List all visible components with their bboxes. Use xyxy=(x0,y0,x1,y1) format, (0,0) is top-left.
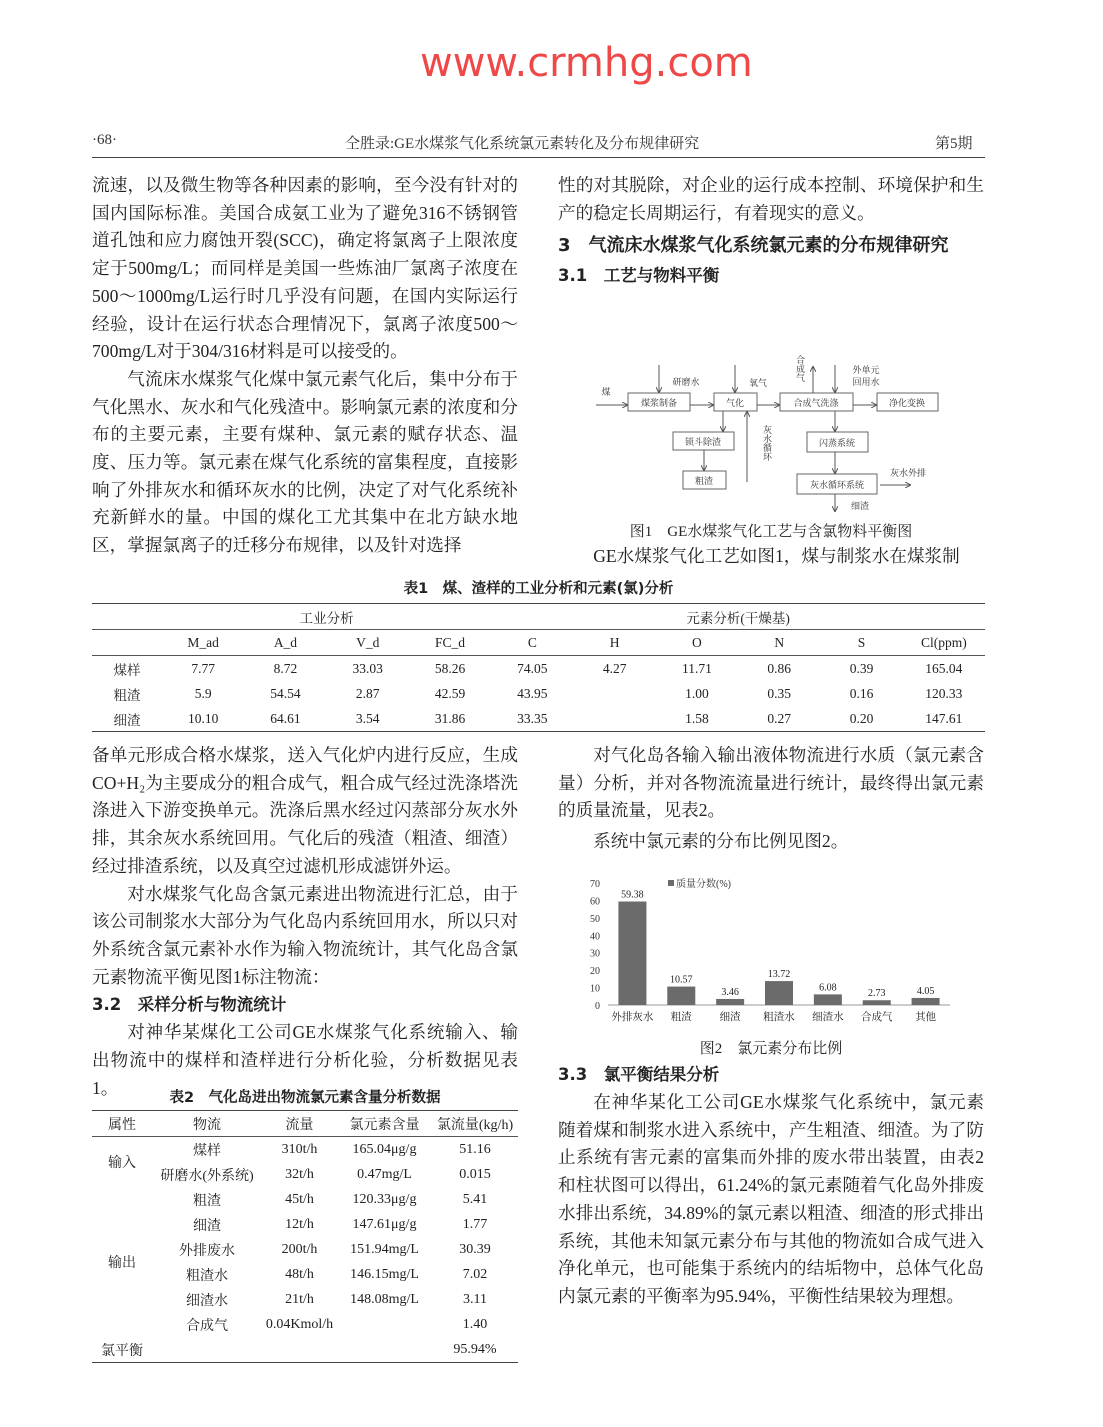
y-tick-label: 60 xyxy=(590,896,600,908)
table-cell: 0.20 xyxy=(849,710,874,726)
bar-粗渣水 xyxy=(765,981,793,1005)
table-cell: 5.9 xyxy=(194,685,212,701)
subsection-heading-3-1: 3.1 工艺与物料平衡 xyxy=(558,266,720,286)
column-header-text: O xyxy=(692,634,702,650)
y-tick-label: 30 xyxy=(590,948,600,960)
table-cell: 0.16 xyxy=(849,685,874,701)
column-header xyxy=(573,630,655,656)
x-tick-label: 细渣水 xyxy=(812,1012,844,1023)
watermark: www.crmhg.com xyxy=(420,40,753,86)
y-tick-label: 10 xyxy=(590,983,600,995)
balance-value: 95.94% xyxy=(453,1341,497,1357)
table-cell: 煤样 xyxy=(193,1143,221,1159)
table-cell xyxy=(573,681,655,706)
box-label: 粗渣 xyxy=(694,476,714,486)
table-cell xyxy=(337,1312,432,1337)
table-row xyxy=(92,681,985,706)
column-header: 物流 xyxy=(152,1111,262,1137)
table-cell: 146.15mg/L xyxy=(350,1266,419,1282)
group-label-output: 输出 xyxy=(108,1256,136,1271)
paragraph: 气流床水煤浆气化煤中氯元素气化后，集中分布于气化黑水、灰水和气化残渣中。影响氯元素的浓度和分布的主要元素，主要有煤种、氯元素的赋存状态、温度、压力等。氯元素在煤气化系统的富集程度，直接影响了外排灰水和循环灰水的比例，决定了对气化系统补充新鲜水的量。中国的煤化工尤其集中在北方缺水地区，掌握氯离子的迁移分布规律，以及针对选择 xyxy=(92,368,518,556)
table-cell: 0.015 xyxy=(459,1166,491,1182)
box-label: 气化 xyxy=(725,398,745,408)
label-reuse-water-2: 回用水 xyxy=(852,377,880,387)
table-cell: 310t/h xyxy=(281,1141,318,1157)
table-cell xyxy=(573,706,655,732)
balance-row xyxy=(92,1337,518,1363)
table-cell: 10.10 xyxy=(187,710,219,726)
table-cell: 11.71 xyxy=(681,660,712,676)
column-header xyxy=(162,630,244,656)
table-cell: 0.39 xyxy=(849,660,874,676)
table-2 xyxy=(92,1110,518,1363)
label-syngas: 合成气 xyxy=(795,355,805,382)
table-cell: 31.86 xyxy=(434,710,466,726)
table-group-header xyxy=(92,604,985,630)
table-cell: 细渣 xyxy=(193,1218,221,1234)
label-reuse-water-1: 外单元 xyxy=(852,365,880,375)
table-cell: 3.54 xyxy=(355,710,380,726)
box-label: 煤浆制备 xyxy=(640,398,678,408)
right-column-end xyxy=(558,1061,984,1311)
right-column-bottom xyxy=(558,742,984,856)
table-cell: 58.26 xyxy=(434,660,466,676)
column-header-text: M_ad xyxy=(187,634,219,650)
table-cell: 147.61μg/g xyxy=(352,1216,417,1232)
paragraph: 对神华某煤化工公司GE水煤浆气化系统输入、输出物流中的煤样和渣样进行分析化验，分析数据见表1。 xyxy=(92,1022,518,1098)
row-label: 煤样 xyxy=(113,662,141,678)
column-header-text: C xyxy=(527,634,537,650)
table-cell: 48t/h xyxy=(285,1266,314,1282)
table-row xyxy=(92,656,985,682)
header-rule xyxy=(92,157,985,158)
table-cell: 1.40 xyxy=(462,1316,488,1332)
table-cell: 21t/h xyxy=(285,1291,314,1307)
table-cell: 12t/h xyxy=(285,1216,314,1232)
column-header-text: Cl(ppm) xyxy=(920,634,967,650)
data-label: 6.08 xyxy=(819,982,837,994)
table-cell: 0.86 xyxy=(767,660,792,676)
y-tick-label: 50 xyxy=(590,913,600,925)
balance-label: 氯平衡 xyxy=(101,1343,143,1359)
bar-粗渣 xyxy=(667,987,695,1005)
table-cell: 30.39 xyxy=(459,1241,491,1257)
box-label: 灰水循环系统 xyxy=(809,480,865,490)
label-grind-water: 研磨水 xyxy=(672,377,700,387)
column-header-text: H xyxy=(609,634,620,650)
legend-label: 质量分数(%) xyxy=(676,879,731,890)
figure-2-caption: 图2 氯元素分布比例 xyxy=(699,1041,843,1057)
table-cell: 33.03 xyxy=(352,660,383,676)
box-label: 闪蒸系统 xyxy=(818,438,856,448)
table-cell: 7.77 xyxy=(191,660,215,676)
table-cell: 2.87 xyxy=(355,685,380,701)
column-header: 氯流量(kg/h) xyxy=(432,1111,518,1137)
row-label: 细渣 xyxy=(113,712,141,728)
table-cell: 51.16 xyxy=(459,1141,491,1157)
table-cell: 0.47mg/L xyxy=(357,1166,412,1182)
table-row xyxy=(92,1262,518,1287)
chlorine-distribution-chart xyxy=(580,870,970,1030)
table-cell: 147.61 xyxy=(925,710,963,726)
y-tick-label: 40 xyxy=(590,931,600,943)
row-label: 粗渣 xyxy=(113,687,141,703)
column-header xyxy=(656,630,738,656)
table-cell: 165.04μg/g xyxy=(352,1141,417,1157)
paragraph: 在神华某化工公司GE水煤浆气化系统中，氯元素随着煤和制浆水进入系统中，产生粗渣、细渣。为了防止系统有害元素的富集而外排的废水带出装置，由表2和柱状图可以得出，61.24%的氯元素随着气化岛外排废水排出系统，34.89%的氯元素以粗渣、细渣的形式排出系统，其他未知氯元素分布与其他的物流如合成气进入净化单元，也可能集于系统内的结垢物中，总体气化岛内氯元素的平衡率为95.94%，平衡性结果较为理想。 xyxy=(558,1092,984,1306)
column-header: 流量 xyxy=(262,1111,337,1137)
box-label: 合成气洗涤 xyxy=(793,398,839,408)
column-header-text: A_d xyxy=(273,634,298,650)
x-tick-label: 粗渣 xyxy=(670,1012,692,1023)
data-label: 4.05 xyxy=(916,985,935,997)
column-header xyxy=(738,630,820,656)
table-cell: 合成气 xyxy=(186,1318,228,1334)
table-row xyxy=(92,706,985,732)
table-1-caption: 表1 煤、渣样的工业分析和元素(氯)分析 xyxy=(403,581,674,597)
table-cell: 1.00 xyxy=(685,685,709,701)
column-header xyxy=(327,630,409,656)
table-header-row xyxy=(92,630,985,656)
paragraph: 流速，以及微生物等各种因素的影响，至今没有针对的国内国际标准。美国合成氨工业为了避免316不锈钢管道孔蚀和应力腐蚀开裂(SCC)，确定将氯离子上限浓度定于500mg/L；而同样是美国一些炼油厂氯离子浓度在500～1000mg/L运行时几乎没有问题，在国内实际运行经验，设计在运行状态合理情况下，氯离子浓度500～700mg/L对于304/316材料是可以接受的。 xyxy=(92,175,518,362)
issue-number: 第5期 xyxy=(935,136,973,152)
data-label: 59.38 xyxy=(621,889,644,901)
x-tick-label: 细渣 xyxy=(719,1012,741,1023)
x-tick-label: 合成气 xyxy=(860,1012,893,1023)
column-header xyxy=(820,630,902,656)
paragraph: 对气化岛各输入输出液体物流进行水质（氯元素含量）分析，并对各物流流量进行统计，最终得出氯元素的质量流量，见表2。 xyxy=(558,745,984,821)
column-header xyxy=(244,630,326,656)
table-row xyxy=(92,1312,518,1337)
table-2-caption: 表2 气化岛进出物流氯元素含量分析数据 xyxy=(169,1090,441,1106)
right-column-mid xyxy=(558,543,984,571)
table-cell: 43.95 xyxy=(517,685,548,701)
y-tick-label: 20 xyxy=(590,966,600,978)
label-greywater-out: 灰水外排 xyxy=(889,468,927,478)
label-fine-slag: 细渣 xyxy=(850,501,870,511)
data-label: 13.72 xyxy=(767,969,791,981)
subsection-heading-3-3: 3.3 氯平衡结果分析 xyxy=(558,1065,720,1084)
right-column-top xyxy=(558,172,984,290)
table-cell: 148.08mg/L xyxy=(350,1291,419,1307)
table-cell: 165.04 xyxy=(925,660,963,676)
bar-细渣 xyxy=(716,999,744,1005)
paragraph: GE水煤浆气化工艺如图1，煤与制浆水在煤浆制 xyxy=(593,546,960,566)
data-label: 3.46 xyxy=(721,986,739,998)
table-cell: 3.11 xyxy=(463,1291,487,1307)
table-cell: 33.35 xyxy=(517,710,548,726)
table-cell: 1.77 xyxy=(462,1216,488,1232)
table-cell: 200t/h xyxy=(281,1241,318,1257)
table-cell: 1.58 xyxy=(685,710,709,726)
table-cell: 64.61 xyxy=(270,710,301,726)
table-cell: 粗渣 xyxy=(193,1193,221,1209)
column-header: 属性 xyxy=(92,1111,152,1137)
box-label: 净化变换 xyxy=(888,398,926,408)
group-header-ultimate: 元素分析(干燥基) xyxy=(491,604,985,630)
table-cell: 45t/h xyxy=(285,1191,314,1207)
table-cell: 0.04Kmol/h xyxy=(265,1316,334,1332)
table-cell: 4.27 xyxy=(602,660,627,676)
bar-其他 xyxy=(912,998,940,1005)
table-row xyxy=(92,1162,518,1187)
left-column-bottom xyxy=(92,742,518,1102)
column-header xyxy=(409,630,491,656)
paragraph: 系统中氯元素的分布比例见图2。 xyxy=(593,831,849,852)
label-coal: 煤 xyxy=(601,387,611,397)
x-tick-label: 其他 xyxy=(915,1012,937,1023)
table-cell: 54.54 xyxy=(270,685,301,701)
table-cell: 0.27 xyxy=(767,710,792,726)
group-label-input: 输入 xyxy=(108,1156,136,1171)
table-row xyxy=(92,1237,518,1262)
label-oxygen: 氧气 xyxy=(748,378,768,388)
x-tick-label: 粗渣水 xyxy=(763,1012,795,1023)
table-row xyxy=(92,1287,518,1312)
table-cell: 细渣水 xyxy=(186,1293,228,1309)
legend-swatch xyxy=(668,880,674,886)
table-1 xyxy=(92,603,985,732)
paragraph: 对水煤浆气化岛含氯元素进出物流进行汇总，由于该公司制浆水大部分为气化岛内系统回用水，所以只对外系统含氯元素补水作为输入物流统计，其气化岛含氯元素物流平衡见图1标注物流： xyxy=(92,883,518,987)
table-cell: 42.59 xyxy=(434,685,466,701)
bar-外排灰水 xyxy=(618,902,646,1005)
column-header-text: FC_d xyxy=(435,634,466,650)
left-column-top xyxy=(92,172,518,560)
x-tick-label: 外排灰水 xyxy=(611,1012,654,1023)
data-label: 2.73 xyxy=(867,988,886,1000)
table-cell: 151.94mg/L xyxy=(350,1241,419,1257)
y-tick-label: 70 xyxy=(590,879,600,890)
group-header-proximate: 工业分析 xyxy=(162,604,491,630)
column-header-text: V_d xyxy=(356,634,380,650)
table-cell: 外排废水 xyxy=(179,1243,235,1259)
running-title: 仝胜录:GE水煤浆气化系统氯元素转化及分布规律研究 xyxy=(345,136,700,152)
table-row xyxy=(92,1187,518,1212)
label-greywater-cycle: 灰水循环 xyxy=(762,425,772,461)
bar-合成气 xyxy=(863,1000,891,1005)
table-cell: 5.41 xyxy=(462,1191,488,1207)
table-cell: 32t/h xyxy=(285,1166,314,1182)
section-heading-3: 3 气流床水煤浆气化系统氯元素的分布规律研究 xyxy=(558,235,949,257)
column-header: 氯元素含量 xyxy=(337,1111,432,1137)
paragraph: 备单元形成合格水煤浆，送入气化炉内进行反应，生成CO+H₂为主要成分的粗合成气，粗合成气经过洗涤塔洗涤进入下游变换单元。洗涤后黑水经过闪蒸部分灰水外排，其余灰水系统回用。气化后的残渣（粗渣、细渣）经过排渣系统，以及真空过滤机形成滤饼外运。 xyxy=(92,745,518,876)
table-cell: 0.35 xyxy=(767,685,792,701)
bar-细渣水 xyxy=(814,994,842,1005)
table-cell: 120.33μg/g xyxy=(352,1191,417,1207)
figure-1-caption: 图1 GE水煤浆气化工艺与含氯物料平衡图 xyxy=(629,524,913,540)
column-header-text: N xyxy=(774,634,785,650)
page-number: ·68· xyxy=(92,132,117,148)
column-header xyxy=(903,630,985,656)
table-cell: 120.33 xyxy=(925,685,963,701)
y-tick-label: 0 xyxy=(595,1001,600,1012)
subsection-heading-3-2: 3.2 采样分析与物流统计 xyxy=(92,995,287,1015)
column-header-text: S xyxy=(857,634,866,650)
column-header xyxy=(491,630,573,656)
table-row xyxy=(92,1137,518,1163)
table-cell: 8.72 xyxy=(273,660,298,676)
table-cell: 7.02 xyxy=(462,1266,488,1282)
table-header-row xyxy=(92,1111,518,1137)
table-cell: 粗渣水 xyxy=(186,1268,228,1284)
process-flow-diagram xyxy=(590,345,970,515)
table-cell: 研磨水(外系统) xyxy=(160,1168,254,1184)
data-label: 10.57 xyxy=(670,974,693,986)
paragraph: 性的对其脱除，对企业的运行成本控制、环境保护和生产的稳定长周期运行，有着现实的意义。 xyxy=(558,175,984,223)
box-label: 锁斗除渣 xyxy=(684,437,722,447)
table-cell: 74.05 xyxy=(517,660,548,676)
table-row xyxy=(92,1212,518,1237)
